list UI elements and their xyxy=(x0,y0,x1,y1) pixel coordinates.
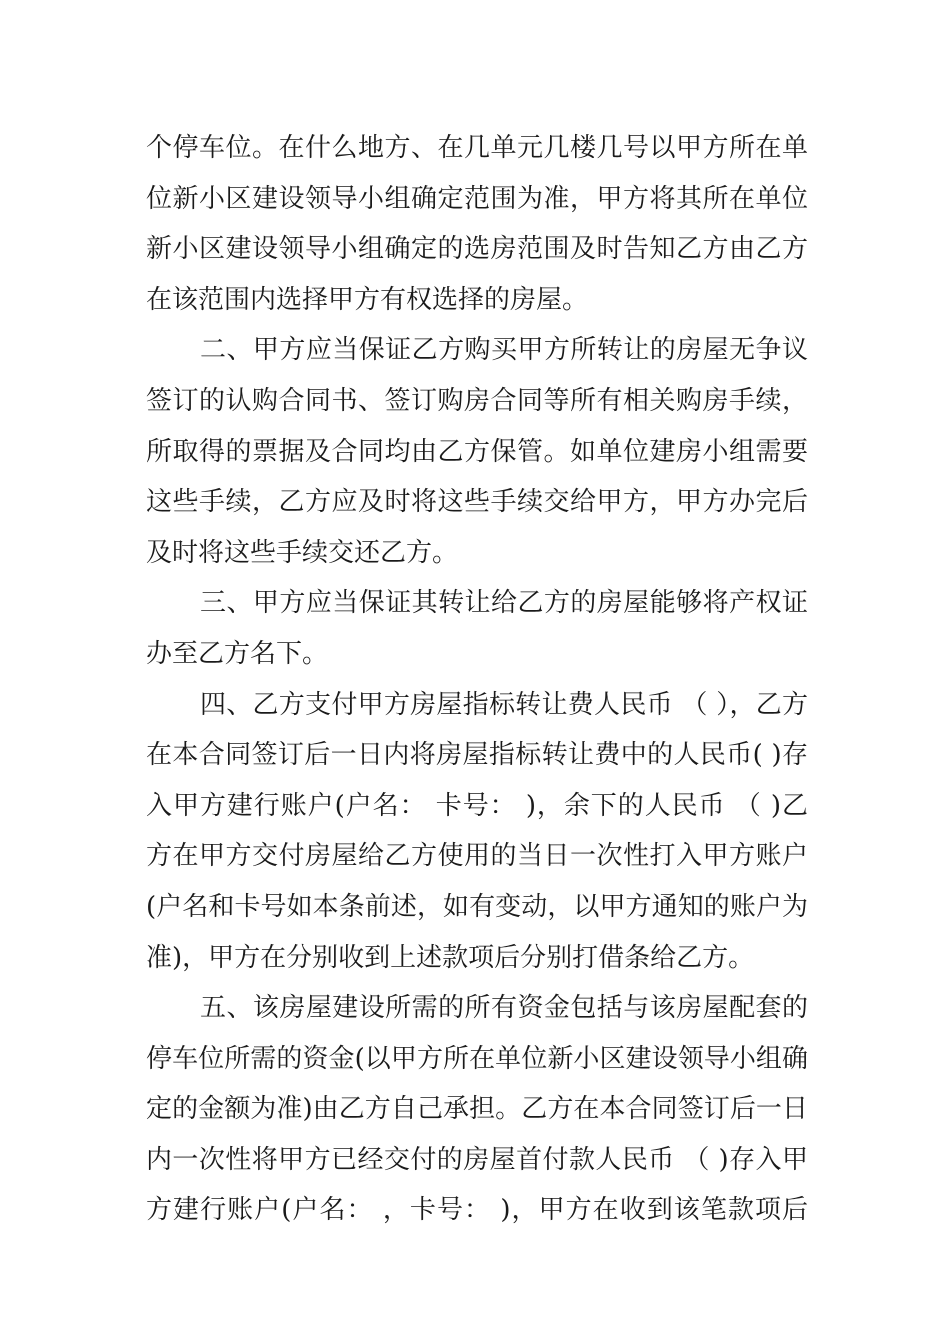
text-line: 方在甲方交付房屋给乙方使用的当日一次性打入甲方账户 xyxy=(146,841,808,872)
text-line: 办至乙方名下。 xyxy=(146,638,329,669)
text-line: 定的金额为准)由乙方自己承担。乙方在本合同签订后一日 xyxy=(146,1094,808,1125)
text-line: 停车位所需的资金(以甲方所在单位新小区建设领导小组确 xyxy=(146,1043,808,1074)
text-line: 新小区建设领导小组确定的选房范围及时告知乙方由乙方 xyxy=(146,234,808,265)
text-line: 在本合同签订后一日内将房屋指标转让费中的人民币( )存 xyxy=(146,740,808,771)
text-line: 及时将这些手续交还乙方。 xyxy=(146,537,459,568)
text-line: 这些手续，乙方应及时将这些手续交给甲方，甲方办完后 xyxy=(146,487,808,518)
text-line: 所取得的票据及合同均由乙方保管。如单位建房小组需要 xyxy=(146,436,808,467)
text-line: 内一次性将甲方已经交付的房屋首付款人民币 （ )存入甲 xyxy=(146,1144,808,1175)
paragraph-first-line: 三、甲方应当保证其转让给乙方的房屋能够将产权证 xyxy=(200,588,808,619)
paragraph-first-line: 二、甲方应当保证乙方购买甲方所转让的房屋无争议 xyxy=(200,335,808,366)
text-line: 方建行账户(户名： ，卡号： )，甲方在收到该笔款项后 xyxy=(146,1195,808,1226)
paragraph-first-line: 四、乙方支付甲方房屋指标转让费人民币 （ ），乙方 xyxy=(200,689,808,720)
text-line: 个停车位。在什么地方、在几单元几楼几号以甲方所在单 xyxy=(146,133,808,163)
text-line: 位新小区建设领导小组确定范围为准，甲方将其所在单位 xyxy=(146,183,808,214)
text-line: 入甲方建行账户(户名： 卡号： )，余下的人民币 （ )乙 xyxy=(146,790,808,821)
text-line: 准)，甲方在分别收到上述款项后分别打借条给乙方。 xyxy=(146,942,755,973)
text-line: 签订的认购合同书、签订购房合同等所有相关购房手续， xyxy=(146,385,808,416)
document-body xyxy=(146,123,808,1236)
text-line: 在该范围内选择甲方有权选择的房屋。 xyxy=(146,284,589,315)
paragraph-first-line: 五、该房屋建设所需的所有资金包括与该房屋配套的 xyxy=(200,993,808,1024)
text-line: (户名和卡号如本条前述，如有变动，以甲方通知的账户为 xyxy=(146,891,808,922)
